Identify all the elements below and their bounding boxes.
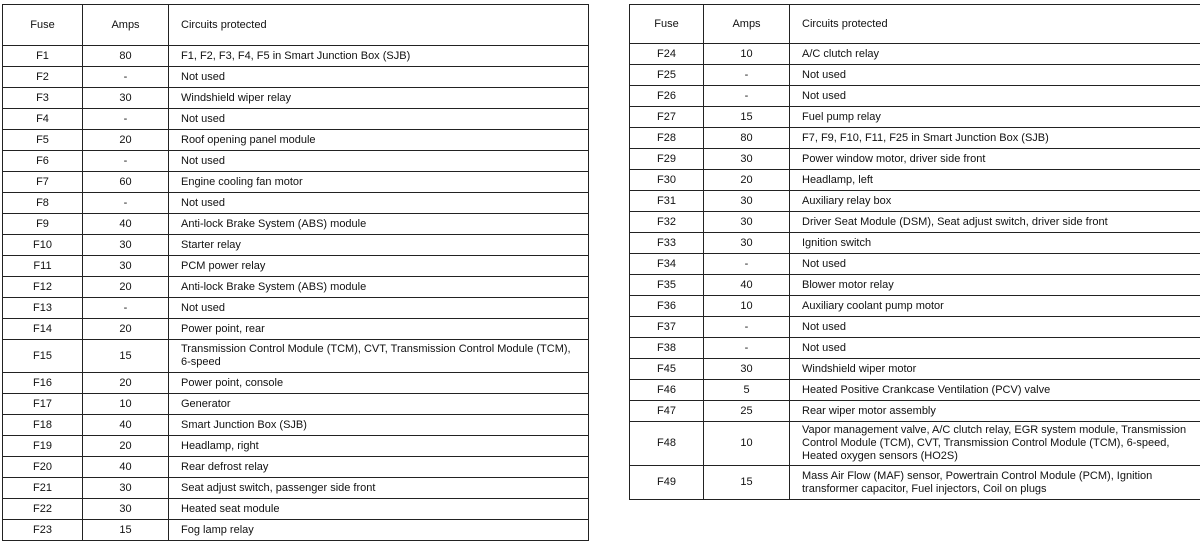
- cell-circuits: Power window motor, driver side front: [790, 149, 1200, 170]
- cell-amps: 10: [83, 394, 169, 415]
- cell-fuse: F21: [3, 478, 83, 499]
- cell-fuse: F38: [630, 338, 704, 359]
- cell-amps: 20: [83, 319, 169, 340]
- cell-amps: 40: [704, 275, 790, 296]
- cell-amps: 20: [83, 373, 169, 394]
- cell-fuse: F37: [630, 317, 704, 338]
- table-row: [3, 340, 589, 373]
- cell-fuse: F13: [3, 298, 83, 319]
- cell-circuits: Starter relay: [169, 235, 589, 256]
- cell-fuse: F24: [630, 44, 704, 65]
- cell-circuits: F7, F9, F10, F11, F25 in Smart Junction Box (SJB): [790, 128, 1200, 149]
- table-row: [630, 170, 1200, 191]
- header-amps: Amps: [704, 5, 790, 44]
- cell-circuits: Generator: [169, 394, 589, 415]
- cell-circuits: Ignition switch: [790, 233, 1200, 254]
- table-row: [3, 520, 589, 541]
- cell-amps: 80: [704, 128, 790, 149]
- cell-amps: 80: [83, 46, 169, 67]
- cell-amps: 10: [704, 44, 790, 65]
- cell-circuits: Mass Air Flow (MAF) sensor, Powertrain Control Module (PCM), Ignition transformer capacitor, Fuel injectors, Coil on plugs: [790, 466, 1200, 500]
- cell-amps: 15: [704, 466, 790, 500]
- cell-fuse: F48: [630, 422, 704, 466]
- cell-circuits: Fuel pump relay: [790, 107, 1200, 128]
- header-fuse: Fuse: [630, 5, 704, 44]
- cell-amps: 30: [704, 233, 790, 254]
- cell-circuits: Headlamp, left: [790, 170, 1200, 191]
- cell-circuits: Blower motor relay: [790, 275, 1200, 296]
- cell-fuse: F26: [630, 86, 704, 107]
- cell-amps: -: [83, 193, 169, 214]
- cell-amps: 30: [83, 235, 169, 256]
- cell-amps: 30: [83, 88, 169, 109]
- table-row: [3, 109, 589, 130]
- cell-circuits: Heated seat module: [169, 499, 589, 520]
- cell-circuits: Smart Junction Box (SJB): [169, 415, 589, 436]
- cell-amps: 30: [83, 499, 169, 520]
- cell-fuse: F2: [3, 67, 83, 88]
- cell-fuse: F34: [630, 254, 704, 275]
- table-row: [630, 191, 1200, 212]
- cell-fuse: F9: [3, 214, 83, 235]
- cell-fuse: F11: [3, 256, 83, 277]
- cell-amps: 40: [83, 415, 169, 436]
- cell-amps: 30: [83, 256, 169, 277]
- table-row: [3, 172, 589, 193]
- cell-amps: 30: [704, 212, 790, 233]
- cell-circuits: Power point, rear: [169, 319, 589, 340]
- cell-circuits: Auxiliary relay box: [790, 191, 1200, 212]
- cell-amps: -: [83, 151, 169, 172]
- table-row: [630, 65, 1200, 86]
- cell-fuse: F31: [630, 191, 704, 212]
- cell-fuse: F49: [630, 466, 704, 500]
- header-circuits: Circuits protected: [790, 5, 1200, 44]
- table-row: [630, 422, 1200, 466]
- cell-circuits: Roof opening panel module: [169, 130, 589, 151]
- cell-amps: 10: [704, 422, 790, 466]
- cell-fuse: F27: [630, 107, 704, 128]
- table-row: [3, 67, 589, 88]
- cell-fuse: F19: [3, 436, 83, 457]
- table-row: [3, 373, 589, 394]
- table-row: [3, 130, 589, 151]
- cell-fuse: F4: [3, 109, 83, 130]
- cell-circuits: Rear defrost relay: [169, 457, 589, 478]
- cell-fuse: F29: [630, 149, 704, 170]
- cell-amps: 30: [704, 359, 790, 380]
- cell-fuse: F3: [3, 88, 83, 109]
- table-row: [630, 380, 1200, 401]
- cell-fuse: F33: [630, 233, 704, 254]
- cell-amps: 30: [704, 149, 790, 170]
- cell-amps: 40: [83, 457, 169, 478]
- table-row: [630, 128, 1200, 149]
- table-row: [630, 401, 1200, 422]
- cell-amps: -: [704, 317, 790, 338]
- table-row: [3, 415, 589, 436]
- cell-circuits: Not used: [169, 151, 589, 172]
- cell-fuse: F36: [630, 296, 704, 317]
- cell-circuits: Driver Seat Module (DSM), Seat adjust switch, driver side front: [790, 212, 1200, 233]
- cell-circuits: Transmission Control Module (TCM), CVT, Transmission Control Module (TCM), 6-speed: [169, 340, 589, 373]
- cell-amps: 5: [704, 380, 790, 401]
- cell-circuits: Seat adjust switch, passenger side front: [169, 478, 589, 499]
- cell-fuse: F45: [630, 359, 704, 380]
- table-row: [630, 212, 1200, 233]
- cell-amps: 30: [83, 478, 169, 499]
- cell-amps: 15: [83, 340, 169, 373]
- cell-amps: -: [83, 67, 169, 88]
- cell-fuse: F25: [630, 65, 704, 86]
- cell-circuits: Headlamp, right: [169, 436, 589, 457]
- table-row: [630, 233, 1200, 254]
- table-row: [630, 317, 1200, 338]
- table-row: [630, 359, 1200, 380]
- cell-fuse: F23: [3, 520, 83, 541]
- fuse-table-right: [629, 4, 1200, 500]
- table-row: [630, 149, 1200, 170]
- table-row: [630, 296, 1200, 317]
- cell-amps: -: [704, 254, 790, 275]
- cell-fuse: F47: [630, 401, 704, 422]
- cell-circuits: Power point, console: [169, 373, 589, 394]
- cell-amps: 20: [83, 130, 169, 151]
- cell-circuits: Windshield wiper motor: [790, 359, 1200, 380]
- cell-circuits: Windshield wiper relay: [169, 88, 589, 109]
- cell-fuse: F10: [3, 235, 83, 256]
- cell-amps: 10: [704, 296, 790, 317]
- cell-circuits: Not used: [790, 65, 1200, 86]
- cell-fuse: F15: [3, 340, 83, 373]
- cell-circuits: Not used: [169, 298, 589, 319]
- table-row: [3, 46, 589, 67]
- cell-circuits: Engine cooling fan motor: [169, 172, 589, 193]
- table-row: [3, 319, 589, 340]
- table-row: [3, 436, 589, 457]
- cell-circuits: Not used: [169, 193, 589, 214]
- cell-amps: 30: [704, 191, 790, 212]
- cell-fuse: F14: [3, 319, 83, 340]
- cell-fuse: F46: [630, 380, 704, 401]
- cell-circuits: Anti-lock Brake System (ABS) module: [169, 277, 589, 298]
- cell-fuse: F6: [3, 151, 83, 172]
- cell-fuse: F35: [630, 275, 704, 296]
- table-row: [630, 254, 1200, 275]
- table-row: [3, 214, 589, 235]
- header-amps: Amps: [83, 5, 169, 46]
- table-row: [630, 466, 1200, 500]
- table-row: [3, 394, 589, 415]
- cell-circuits: PCM power relay: [169, 256, 589, 277]
- cell-circuits: A/C clutch relay: [790, 44, 1200, 65]
- cell-amps: 40: [83, 214, 169, 235]
- cell-fuse: F16: [3, 373, 83, 394]
- cell-circuits: Not used: [169, 67, 589, 88]
- table-row: [3, 88, 589, 109]
- cell-fuse: F12: [3, 277, 83, 298]
- cell-amps: -: [83, 109, 169, 130]
- table-row: [3, 235, 589, 256]
- cell-amps: 60: [83, 172, 169, 193]
- cell-fuse: F1: [3, 46, 83, 67]
- table-row: [630, 44, 1200, 65]
- table-row: [630, 86, 1200, 107]
- cell-amps: 15: [704, 107, 790, 128]
- cell-circuits: Vapor management valve, A/C clutch relay, EGR system module, Transmission Control Module (TCM), CVT, Transmission Control Module (TCM), 6-speed, Heated oxygen sensors (HO2S): [790, 422, 1200, 466]
- cell-circuits: Not used: [790, 86, 1200, 107]
- cell-fuse: F22: [3, 499, 83, 520]
- table-row: [3, 457, 589, 478]
- header-fuse: Fuse: [3, 5, 83, 46]
- header-circuits: Circuits protected: [169, 5, 589, 46]
- cell-amps: 20: [83, 277, 169, 298]
- cell-circuits: F1, F2, F3, F4, F5 in Smart Junction Box (SJB): [169, 46, 589, 67]
- table-row: [630, 338, 1200, 359]
- cell-amps: 20: [83, 436, 169, 457]
- cell-fuse: F30: [630, 170, 704, 191]
- table-row: [3, 151, 589, 172]
- table-row: [3, 256, 589, 277]
- cell-circuits: Heated Positive Crankcase Ventilation (PCV) valve: [790, 380, 1200, 401]
- cell-amps: -: [704, 338, 790, 359]
- table-row: [3, 277, 589, 298]
- cell-fuse: F32: [630, 212, 704, 233]
- cell-circuits: Not used: [169, 109, 589, 130]
- cell-circuits: Not used: [790, 317, 1200, 338]
- cell-circuits: Anti-lock Brake System (ABS) module: [169, 214, 589, 235]
- cell-fuse: F17: [3, 394, 83, 415]
- cell-circuits: Rear wiper motor assembly: [790, 401, 1200, 422]
- table-row: [3, 499, 589, 520]
- cell-circuits: Auxiliary coolant pump motor: [790, 296, 1200, 317]
- header-row: [3, 5, 589, 46]
- cell-amps: 20: [704, 170, 790, 191]
- cell-circuits: Not used: [790, 338, 1200, 359]
- cell-fuse: F18: [3, 415, 83, 436]
- cell-fuse: F20: [3, 457, 83, 478]
- cell-amps: 15: [83, 520, 169, 541]
- fuse-table-left: [2, 4, 589, 541]
- table-row: [3, 478, 589, 499]
- cell-fuse: F5: [3, 130, 83, 151]
- table-row: [630, 107, 1200, 128]
- cell-amps: -: [704, 65, 790, 86]
- cell-fuse: F8: [3, 193, 83, 214]
- cell-circuits: Fog lamp relay: [169, 520, 589, 541]
- cell-amps: -: [83, 298, 169, 319]
- header-row: [630, 5, 1200, 44]
- table-row: [3, 193, 589, 214]
- cell-circuits: Not used: [790, 254, 1200, 275]
- cell-amps: -: [704, 86, 790, 107]
- table-row: [630, 275, 1200, 296]
- cell-amps: 25: [704, 401, 790, 422]
- cell-fuse: F28: [630, 128, 704, 149]
- table-row: [3, 298, 589, 319]
- cell-fuse: F7: [3, 172, 83, 193]
